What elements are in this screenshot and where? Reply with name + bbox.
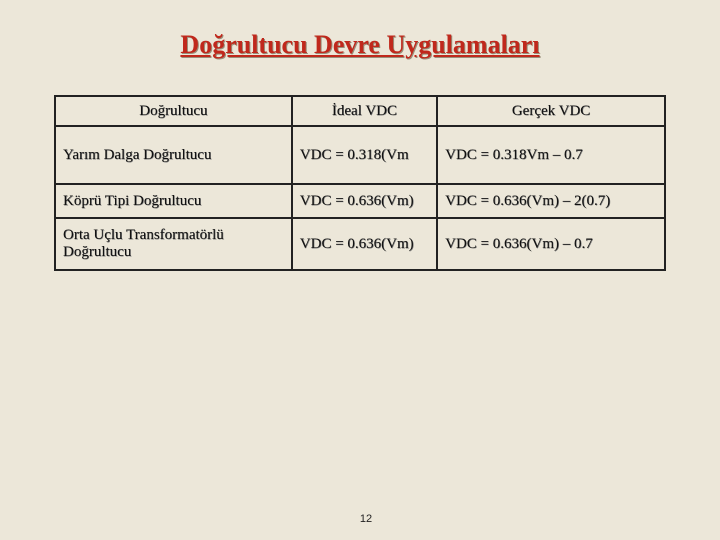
page-number: 12	[359, 513, 373, 525]
header-rectifier: Doğrultucu	[55, 96, 292, 126]
row-ideal-half-wave: VDC = 0.318(Vm	[292, 126, 437, 184]
row-name-center-tapped: Orta Uçlu Transformatörlü Doğrultucu	[55, 218, 292, 270]
row-name-bridge: Köprü Tipi Doğrultucu	[55, 184, 292, 218]
header-ideal-vdc: İdeal VDC	[292, 96, 437, 126]
row-real-half-wave: VDC = 0.318Vm – 0.7	[437, 126, 665, 184]
row-ideal-bridge: VDC = 0.636(Vm)	[292, 184, 437, 218]
row-real-center-tapped: VDC = 0.636(Vm) – 0.7	[437, 218, 665, 270]
row-real-bridge: VDC = 0.636(Vm) – 2(0.7)	[437, 184, 665, 218]
table-row	[55, 184, 665, 218]
header-real-vdc: Gerçek VDC	[437, 96, 665, 126]
table-row	[55, 126, 665, 184]
table-header-row	[55, 96, 665, 126]
row-name-half-wave: Yarım Dalga Doğrultucu	[55, 126, 292, 184]
rectifier-table	[54, 95, 666, 271]
table-row	[55, 218, 665, 270]
row-ideal-center-tapped: VDC = 0.636(Vm)	[292, 218, 437, 270]
slide-title: Doğrultucu Devre Uygulamaları	[180, 30, 540, 59]
